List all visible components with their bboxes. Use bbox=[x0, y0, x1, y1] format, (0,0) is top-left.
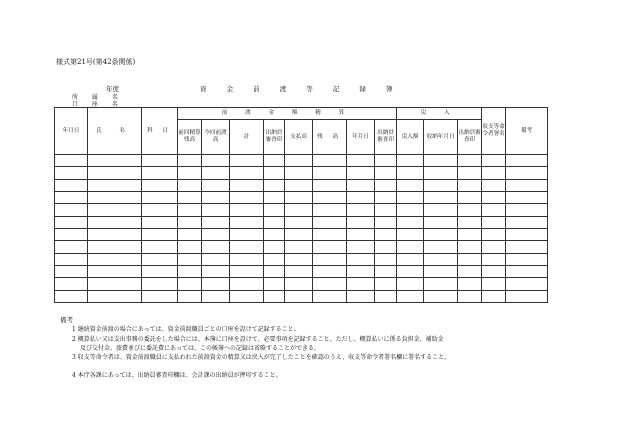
header-subject: 科 目 bbox=[142, 108, 178, 155]
table-cell[interactable] bbox=[285, 228, 313, 240]
table-cell[interactable] bbox=[202, 241, 230, 253]
table-cell[interactable] bbox=[202, 216, 230, 228]
table-cell[interactable] bbox=[88, 191, 142, 203]
table-cell[interactable] bbox=[285, 179, 313, 191]
table-row bbox=[55, 204, 548, 216]
fiscal-year-label: 年度 bbox=[106, 85, 119, 93]
table-cell[interactable] bbox=[202, 155, 230, 167]
table-cell[interactable] bbox=[506, 290, 548, 302]
table-cell[interactable] bbox=[397, 228, 424, 240]
table-cell[interactable] bbox=[347, 191, 375, 203]
note-item: 2 概算払い又は支出事務の委託をした場合には、本簿に口座を設けて、必要事項を記録すること。ただし、概算払いに係る負担金、補助金 bbox=[72, 336, 444, 343]
header-date: 年月日 bbox=[55, 108, 88, 155]
table-cell[interactable] bbox=[375, 167, 397, 179]
header-current-advance: 今回前渡高 bbox=[202, 120, 230, 155]
table-cell[interactable] bbox=[264, 290, 285, 302]
form-number: 様式第21号(第42条関係) bbox=[56, 58, 136, 66]
table-cell[interactable] bbox=[313, 241, 347, 253]
table-cell[interactable] bbox=[482, 191, 506, 203]
table-cell[interactable] bbox=[458, 290, 482, 302]
table-row bbox=[55, 241, 548, 253]
table-cell[interactable] bbox=[88, 278, 142, 290]
table-cell[interactable] bbox=[424, 228, 458, 240]
table-cell[interactable] bbox=[424, 167, 458, 179]
table-cell[interactable] bbox=[506, 216, 548, 228]
note-item: 3 収支等命令者は、資金前渡職員に支払われた前渡資金の精算又は戻入が完了したことを確認のうえ、収支等命令者署名欄に署名すること。 bbox=[72, 354, 451, 361]
table-cell[interactable] bbox=[142, 191, 178, 203]
table-cell[interactable] bbox=[375, 228, 397, 240]
table-cell[interactable] bbox=[88, 228, 142, 240]
table-cell[interactable] bbox=[142, 179, 178, 191]
table-cell[interactable] bbox=[347, 265, 375, 277]
table-cell[interactable] bbox=[313, 167, 347, 179]
table-cell[interactable] bbox=[506, 167, 548, 179]
table-cell[interactable] bbox=[264, 216, 285, 228]
table-cell[interactable] bbox=[347, 253, 375, 265]
table-cell[interactable] bbox=[506, 228, 548, 240]
table-row bbox=[55, 253, 548, 265]
table-cell[interactable] bbox=[264, 179, 285, 191]
table-cell[interactable] bbox=[424, 241, 458, 253]
notes-heading: 備考 bbox=[60, 316, 73, 324]
table-cell[interactable] bbox=[313, 191, 347, 203]
table-cell[interactable] bbox=[313, 204, 347, 216]
table-cell[interactable] bbox=[285, 216, 313, 228]
table-cell[interactable] bbox=[482, 241, 506, 253]
page-title: 資 金 前 渡 等 記 録 簿 bbox=[200, 85, 402, 93]
table-cell[interactable] bbox=[142, 155, 178, 167]
table-cell[interactable] bbox=[285, 290, 313, 302]
table-cell[interactable] bbox=[347, 155, 375, 167]
table-cell[interactable] bbox=[230, 241, 264, 253]
table-cell[interactable] bbox=[458, 179, 482, 191]
ledger-table bbox=[54, 107, 548, 303]
table-cell[interactable] bbox=[88, 155, 142, 167]
table-cell[interactable] bbox=[55, 179, 88, 191]
table-cell[interactable] bbox=[313, 278, 347, 290]
table-cell[interactable] bbox=[230, 228, 264, 240]
header-cashier-seal-1: 出納員審査印 bbox=[264, 120, 285, 155]
header-payment: 支払高 bbox=[285, 120, 313, 155]
table-cell[interactable] bbox=[285, 167, 313, 179]
table-cell[interactable] bbox=[375, 216, 397, 228]
table-cell[interactable] bbox=[285, 204, 313, 216]
table-cell[interactable] bbox=[142, 204, 178, 216]
table-cell[interactable] bbox=[55, 265, 88, 277]
table-cell[interactable] bbox=[55, 241, 88, 253]
table-cell[interactable] bbox=[424, 253, 458, 265]
table-cell[interactable] bbox=[458, 241, 482, 253]
table-cell[interactable] bbox=[458, 216, 482, 228]
table-cell[interactable] bbox=[482, 265, 506, 277]
table-cell[interactable] bbox=[375, 155, 397, 167]
table-row bbox=[55, 265, 548, 277]
table-cell[interactable] bbox=[424, 204, 458, 216]
table-cell[interactable] bbox=[375, 204, 397, 216]
note-item: 1 継続資金前渡の場合にあっては、資金前渡職員ごとの口座を設けて記録すること。 bbox=[72, 326, 300, 333]
table-cell[interactable] bbox=[482, 179, 506, 191]
table-cell[interactable] bbox=[264, 204, 285, 216]
header-prev-balance: 前回精算残高 bbox=[178, 120, 202, 155]
table-cell[interactable] bbox=[55, 228, 88, 240]
header-return-date: 収納年月日 bbox=[424, 120, 458, 155]
table-cell[interactable] bbox=[397, 191, 424, 203]
table-cell[interactable] bbox=[313, 179, 347, 191]
table-cell[interactable] bbox=[347, 179, 375, 191]
table-cell[interactable] bbox=[264, 278, 285, 290]
table-cell[interactable] bbox=[202, 191, 230, 203]
table-cell[interactable] bbox=[178, 191, 202, 203]
table-cell[interactable] bbox=[482, 278, 506, 290]
table-cell[interactable] bbox=[178, 290, 202, 302]
table-cell[interactable] bbox=[347, 290, 375, 302]
table-cell[interactable] bbox=[178, 155, 202, 167]
table-cell[interactable] bbox=[55, 191, 88, 203]
header-return-amount: 戻入額 bbox=[397, 120, 424, 155]
table-cell[interactable] bbox=[55, 155, 88, 167]
table-cell[interactable] bbox=[178, 253, 202, 265]
table-cell[interactable] bbox=[202, 253, 230, 265]
table-cell[interactable] bbox=[230, 204, 264, 216]
table-cell[interactable] bbox=[88, 241, 142, 253]
table-cell[interactable] bbox=[230, 167, 264, 179]
table-cell[interactable] bbox=[142, 253, 178, 265]
table-cell[interactable] bbox=[88, 179, 142, 191]
table-cell[interactable] bbox=[375, 179, 397, 191]
table-cell[interactable] bbox=[458, 278, 482, 290]
table-cell[interactable] bbox=[55, 204, 88, 216]
table-cell[interactable] bbox=[397, 179, 424, 191]
table-cell[interactable] bbox=[375, 290, 397, 302]
table-cell[interactable] bbox=[397, 253, 424, 265]
table-cell[interactable] bbox=[178, 204, 202, 216]
table-cell[interactable] bbox=[142, 228, 178, 240]
table-cell[interactable] bbox=[397, 155, 424, 167]
table-cell[interactable] bbox=[178, 265, 202, 277]
header-name: 氏 名 bbox=[88, 108, 142, 155]
table-cell[interactable] bbox=[202, 167, 230, 179]
table-cell[interactable] bbox=[142, 216, 178, 228]
table-cell[interactable] bbox=[88, 216, 142, 228]
table-cell[interactable] bbox=[142, 265, 178, 277]
table-cell[interactable] bbox=[264, 191, 285, 203]
table-cell[interactable] bbox=[375, 241, 397, 253]
table-cell[interactable] bbox=[142, 167, 178, 179]
table-cell[interactable] bbox=[397, 290, 424, 302]
table-cell[interactable] bbox=[313, 155, 347, 167]
table-cell[interactable] bbox=[424, 278, 458, 290]
table-cell[interactable] bbox=[375, 265, 397, 277]
table-cell[interactable] bbox=[375, 278, 397, 290]
table-cell[interactable] bbox=[458, 167, 482, 179]
table-cell[interactable] bbox=[230, 179, 264, 191]
table-cell[interactable] bbox=[264, 241, 285, 253]
table-cell[interactable] bbox=[285, 278, 313, 290]
table-cell[interactable] bbox=[482, 290, 506, 302]
table-cell[interactable] bbox=[482, 204, 506, 216]
table-cell[interactable] bbox=[178, 241, 202, 253]
table-cell[interactable] bbox=[424, 191, 458, 203]
table-cell[interactable] bbox=[506, 179, 548, 191]
header-cashier-seal-3: 出納員審査印 bbox=[458, 120, 482, 155]
table-cell[interactable] bbox=[178, 228, 202, 240]
table-cell[interactable] bbox=[482, 167, 506, 179]
table-cell[interactable] bbox=[88, 204, 142, 216]
table-cell[interactable] bbox=[55, 278, 88, 290]
table-cell[interactable] bbox=[458, 155, 482, 167]
table-cell[interactable] bbox=[264, 155, 285, 167]
table-cell[interactable] bbox=[347, 241, 375, 253]
table-cell[interactable] bbox=[397, 204, 424, 216]
table-cell[interactable] bbox=[313, 216, 347, 228]
table-cell[interactable] bbox=[178, 278, 202, 290]
table-cell[interactable] bbox=[230, 265, 264, 277]
table-cell[interactable] bbox=[313, 290, 347, 302]
table-cell[interactable] bbox=[347, 228, 375, 240]
table-cell[interactable] bbox=[458, 228, 482, 240]
table-cell[interactable] bbox=[142, 241, 178, 253]
header-total: 計 bbox=[230, 120, 264, 155]
table-cell[interactable] bbox=[458, 191, 482, 203]
note-item: 4 本庁各課にあっては、出納員審査印欄は、会計課の出納員が押印すること。 bbox=[72, 372, 282, 379]
table-cell[interactable] bbox=[313, 265, 347, 277]
table-cell[interactable] bbox=[347, 278, 375, 290]
table-cell[interactable] bbox=[264, 167, 285, 179]
table-cell[interactable] bbox=[375, 253, 397, 265]
department-label: 所 属 名 bbox=[72, 94, 124, 101]
table-cell[interactable] bbox=[506, 204, 548, 216]
table-row bbox=[55, 216, 548, 228]
table-cell[interactable] bbox=[313, 253, 347, 265]
ledger-body bbox=[55, 155, 548, 303]
table-cell[interactable] bbox=[424, 265, 458, 277]
table-cell[interactable] bbox=[482, 216, 506, 228]
table-cell[interactable] bbox=[506, 191, 548, 203]
header-group-return: 戻 入 bbox=[397, 108, 482, 120]
table-cell[interactable] bbox=[264, 228, 285, 240]
table-row bbox=[55, 155, 548, 167]
table-cell[interactable] bbox=[88, 290, 142, 302]
table-cell[interactable] bbox=[458, 265, 482, 277]
table-cell[interactable] bbox=[230, 216, 264, 228]
table-cell[interactable] bbox=[285, 241, 313, 253]
table-cell[interactable] bbox=[424, 179, 458, 191]
header-remaining: 残 高 bbox=[313, 120, 347, 155]
table-cell[interactable] bbox=[178, 179, 202, 191]
table-cell[interactable] bbox=[482, 228, 506, 240]
table-cell[interactable] bbox=[202, 265, 230, 277]
table-cell[interactable] bbox=[230, 278, 264, 290]
table-row bbox=[55, 278, 548, 290]
table-cell[interactable] bbox=[88, 167, 142, 179]
table-cell[interactable] bbox=[88, 253, 142, 265]
table-cell[interactable] bbox=[482, 253, 506, 265]
table-cell[interactable] bbox=[397, 265, 424, 277]
table-row bbox=[55, 228, 548, 240]
table-cell[interactable] bbox=[55, 216, 88, 228]
table-cell[interactable] bbox=[424, 216, 458, 228]
header-group-advance-settlement: 前 渡 金 額 精 算 bbox=[178, 108, 397, 120]
table-cell[interactable] bbox=[88, 265, 142, 277]
table-cell[interactable] bbox=[285, 253, 313, 265]
table-cell[interactable] bbox=[285, 155, 313, 167]
table-cell[interactable] bbox=[424, 290, 458, 302]
table-cell[interactable] bbox=[55, 290, 88, 302]
table-cell[interactable] bbox=[230, 290, 264, 302]
table-row bbox=[55, 167, 548, 179]
table-cell[interactable] bbox=[506, 155, 548, 167]
table-cell[interactable] bbox=[285, 265, 313, 277]
table-cell[interactable] bbox=[506, 241, 548, 253]
table-cell[interactable] bbox=[142, 278, 178, 290]
table-row bbox=[55, 191, 548, 203]
table-cell[interactable] bbox=[347, 204, 375, 216]
table-cell[interactable] bbox=[230, 191, 264, 203]
table-cell[interactable] bbox=[202, 179, 230, 191]
table-cell[interactable] bbox=[202, 290, 230, 302]
table-cell[interactable] bbox=[458, 253, 482, 265]
table-cell[interactable] bbox=[142, 290, 178, 302]
table-row bbox=[55, 179, 548, 191]
table-cell[interactable] bbox=[482, 155, 506, 167]
account-label: 口 座 名 bbox=[72, 101, 124, 108]
table-cell[interactable] bbox=[397, 278, 424, 290]
table-cell[interactable] bbox=[285, 191, 313, 203]
note-item: 及び交付金、旅費並びに委託費にあっては、この帳簿への記録は省略することができる。 bbox=[80, 345, 320, 352]
table-cell[interactable] bbox=[202, 278, 230, 290]
table-cell[interactable] bbox=[397, 216, 424, 228]
table-cell[interactable] bbox=[506, 278, 548, 290]
table-cell[interactable] bbox=[347, 167, 375, 179]
table-row bbox=[55, 290, 548, 302]
table-cell[interactable] bbox=[506, 265, 548, 277]
table-cell[interactable] bbox=[230, 253, 264, 265]
table-cell[interactable] bbox=[375, 191, 397, 203]
table-cell[interactable] bbox=[458, 204, 482, 216]
table-cell[interactable] bbox=[202, 204, 230, 216]
table-cell[interactable] bbox=[178, 167, 202, 179]
table-cell[interactable] bbox=[55, 253, 88, 265]
table-cell[interactable] bbox=[397, 167, 424, 179]
table-cell[interactable] bbox=[424, 155, 458, 167]
table-cell[interactable] bbox=[397, 241, 424, 253]
table-cell[interactable] bbox=[313, 228, 347, 240]
table-cell[interactable] bbox=[230, 155, 264, 167]
table-cell[interactable] bbox=[264, 253, 285, 265]
table-cell[interactable] bbox=[55, 167, 88, 179]
table-cell[interactable] bbox=[506, 253, 548, 265]
header-officer-sign: 収支等命令者署名 bbox=[482, 108, 506, 155]
table-cell[interactable] bbox=[202, 228, 230, 240]
header-date-2: 年月日 bbox=[347, 120, 375, 155]
header-cashier-seal-2: 出納員審査印 bbox=[375, 120, 397, 155]
table-cell[interactable] bbox=[178, 216, 202, 228]
table-cell[interactable] bbox=[347, 216, 375, 228]
table-cell[interactable] bbox=[264, 265, 285, 277]
header-remarks: 備考 bbox=[506, 108, 548, 155]
